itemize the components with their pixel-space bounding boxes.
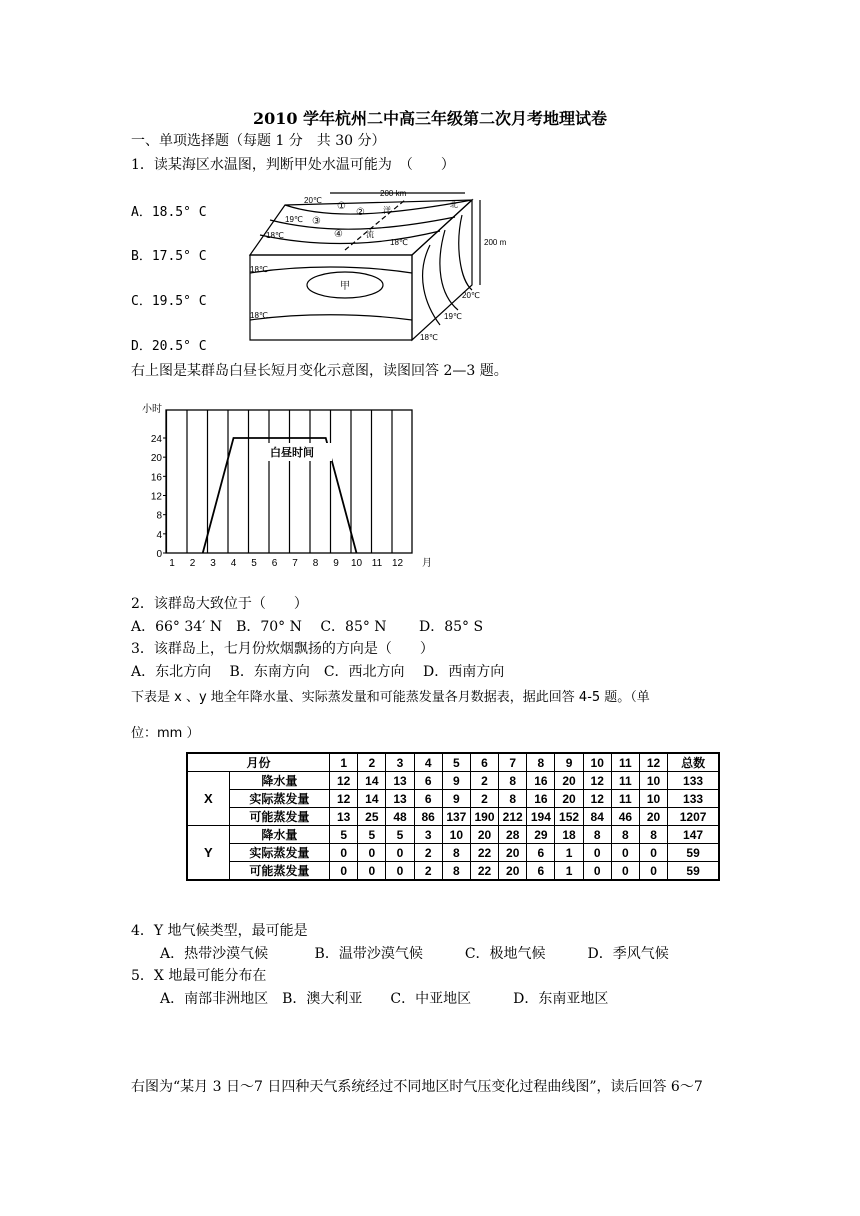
data-cell: 147	[668, 826, 719, 844]
data-cell: 137	[442, 808, 470, 826]
data-cell: 13	[386, 790, 414, 808]
table-row	[187, 844, 719, 862]
q1-option-a[interactable]: A．18.5° C	[131, 205, 207, 220]
y-tick-label: 12	[150, 491, 162, 503]
question-4-stem: 4．Y 地气候类型，最可能是	[131, 923, 308, 939]
data-cell: 28	[499, 826, 527, 844]
north-label: 北	[450, 200, 458, 209]
header-month-cell: 10	[583, 753, 611, 772]
question-4-options[interactable]: A．热带沙漠气候 B．温带沙漠气候 C．极地气候 D．季风气候	[160, 946, 669, 962]
data-cell: 48	[386, 808, 414, 826]
question-5-stem: 5．X 地最可能分布在	[131, 968, 267, 984]
data-cell: 20	[499, 862, 527, 881]
data-cell: 59	[668, 862, 719, 881]
x-tick-label: 11	[371, 558, 383, 569]
x-tick-label: 7	[292, 558, 298, 569]
data-cell: 5	[386, 826, 414, 844]
data-cell: 8	[499, 790, 527, 808]
data-cell: 0	[639, 862, 667, 881]
data-cell: 20	[555, 772, 583, 790]
data-cell: 0	[611, 862, 639, 881]
jia-label: 甲	[340, 281, 350, 292]
iso-19-right: 19℃	[444, 312, 462, 321]
table-row	[187, 790, 719, 808]
iso-20-top: 20℃	[304, 196, 322, 205]
data-cell: 20	[470, 826, 498, 844]
data-cell: 190	[470, 808, 498, 826]
table-row	[187, 826, 719, 844]
data-cell: 0	[386, 844, 414, 862]
data-cell: 20	[499, 844, 527, 862]
sea-temperature-diagram	[240, 185, 520, 345]
data-cell: 12	[583, 772, 611, 790]
data-cell: 2	[414, 862, 442, 881]
data-cell: 0	[583, 862, 611, 881]
data-cell: 11	[611, 790, 639, 808]
data-cell: 8	[499, 772, 527, 790]
marker-1: ①	[337, 201, 346, 212]
header-month-label: 月份	[187, 753, 330, 772]
question-2-options[interactable]: A．66° 34′ N B．70° N C．85° N D．85° S	[131, 619, 484, 635]
y-tick-label: 24	[150, 434, 162, 445]
x-tick-label: 2	[189, 558, 196, 569]
row-label-cell: 可能蒸发量	[229, 808, 329, 826]
intro-q4-5-line2: 位：mm ）	[131, 726, 200, 741]
group-label-cell: Y	[187, 826, 229, 881]
data-cell: 86	[414, 808, 442, 826]
q1-option-b[interactable]: B．17.5° C	[131, 249, 207, 264]
header-month-cell: 6	[470, 753, 498, 772]
section-heading: 一、单项选择题（每题 1 分 共 30 分）	[131, 133, 386, 149]
data-cell: 2	[470, 772, 498, 790]
header-month-cell: 3	[386, 753, 414, 772]
question-3-stem: 3．该群岛上，七月份炊烟飘扬的方向是（ ）	[131, 641, 434, 657]
y-tick-label: 8	[156, 510, 162, 522]
question-1-stem: 1．读某海区水温图，判断甲处水温可能为 （ ）	[131, 157, 455, 173]
data-cell: 152	[555, 808, 583, 826]
x-axis-label: 月	[422, 558, 432, 569]
data-cell: 12	[583, 790, 611, 808]
q1-option-d[interactable]: D．20.5° C	[131, 339, 207, 354]
iso-18-top-b: 18℃	[390, 238, 408, 247]
question-2-stem: 2．该群岛大致位于（ ）	[131, 596, 308, 612]
table-row	[187, 862, 719, 881]
data-cell: 0	[330, 844, 358, 862]
data-cell: 8	[583, 826, 611, 844]
table-row	[187, 772, 719, 790]
row-label-cell: 实际蒸发量	[229, 790, 329, 808]
data-cell: 2	[414, 844, 442, 862]
data-cell: 8	[442, 862, 470, 881]
data-cell: 16	[527, 790, 555, 808]
x-tick-label: 9	[333, 558, 339, 569]
data-cell: 0	[386, 862, 414, 881]
daylight-chart	[140, 398, 440, 576]
data-cell: 0	[358, 862, 386, 881]
header-month-cell: 8	[527, 753, 555, 772]
iso-19-top: 19℃	[285, 215, 303, 224]
data-cell: 11	[611, 772, 639, 790]
y-tick-label: 4	[156, 529, 162, 541]
data-cell: 1	[555, 844, 583, 862]
data-cell: 0	[583, 844, 611, 862]
data-cell: 212	[499, 808, 527, 826]
data-cell: 0	[358, 844, 386, 862]
data-cell: 14	[358, 772, 386, 790]
data-cell: 29	[527, 826, 555, 844]
x-tick-label: 1	[169, 558, 175, 569]
data-cell: 13	[386, 772, 414, 790]
data-cell: 2	[470, 790, 498, 808]
header-total-cell: 总数	[668, 753, 719, 772]
iso-18-right: 18℃	[420, 333, 438, 342]
liu-label: 流	[366, 230, 374, 239]
x-tick-label: 5	[251, 558, 257, 569]
data-cell: 8	[611, 826, 639, 844]
data-cell: 6	[414, 790, 442, 808]
x-tick-label: 4	[230, 558, 237, 569]
data-cell: 10	[442, 826, 470, 844]
row-label-cell: 降水量	[229, 772, 329, 790]
data-cell: 5	[330, 826, 358, 844]
y-tick-label: 16	[150, 472, 162, 484]
iso-18-top: 18℃	[266, 231, 284, 240]
header-month-cell: 4	[414, 753, 442, 772]
data-cell: 9	[442, 772, 470, 790]
data-cell: 18	[555, 826, 583, 844]
data-cell: 10	[639, 790, 667, 808]
data-cell: 20	[555, 790, 583, 808]
data-cell: 84	[583, 808, 611, 826]
header-month-cell: 2	[358, 753, 386, 772]
header-month-cell: 5	[442, 753, 470, 772]
y-tick-label: 20	[150, 453, 162, 465]
table-row	[187, 808, 719, 826]
data-cell: 9	[442, 790, 470, 808]
marker-2: ②	[356, 207, 365, 218]
data-cell: 12	[330, 790, 358, 808]
climate-data-table	[186, 752, 720, 881]
depth-label: 200 m	[484, 238, 507, 247]
dist-label: 200 km	[380, 189, 407, 198]
x-tick-label: 10	[350, 558, 363, 569]
data-cell: 10	[639, 772, 667, 790]
row-label-cell: 可能蒸发量	[229, 862, 329, 881]
data-cell: 13	[330, 808, 358, 826]
header-month-cell: 1	[330, 753, 358, 772]
data-cell: 20	[639, 808, 667, 826]
marker-4: ④	[334, 229, 343, 240]
x-tick-label: 3	[210, 558, 216, 569]
data-cell: 133	[668, 772, 719, 790]
data-cell: 0	[639, 844, 667, 862]
page-title: 2010 学年杭州二中高三年级第二次月考地理试卷	[252, 109, 608, 128]
data-cell: 22	[470, 844, 498, 862]
y-tick-label: 0	[156, 549, 162, 560]
table-header-row	[187, 753, 719, 772]
data-cell: 12	[330, 772, 358, 790]
data-cell: 22	[470, 862, 498, 881]
x-tick-label: 8	[312, 558, 319, 569]
data-cell: 46	[611, 808, 639, 826]
iso-18-left1: 18℃	[250, 265, 268, 274]
x-tick-label: 6	[271, 558, 278, 569]
header-month-cell: 7	[499, 753, 527, 772]
row-label-cell: 降水量	[229, 826, 329, 844]
data-cell: 59	[668, 844, 719, 862]
data-cell: 6	[527, 862, 555, 881]
header-month-cell: 11	[611, 753, 639, 772]
data-cell: 6	[527, 844, 555, 862]
header-month-cell: 9	[555, 753, 583, 772]
data-cell: 1207	[668, 808, 719, 826]
data-cell: 16	[527, 772, 555, 790]
chart-title: 白昼时间	[270, 447, 314, 459]
iso-20-right: 20℃	[462, 291, 480, 300]
question-3-options[interactable]: A．东北方向 B．东南方向 C．西北方向 D．西南方向	[131, 664, 505, 680]
data-cell: 5	[358, 826, 386, 844]
iso-18-left2: 18℃	[250, 311, 268, 320]
data-cell: 6	[414, 772, 442, 790]
y-axis-label: 小时	[142, 404, 162, 415]
data-cell: 133	[668, 790, 719, 808]
data-cell: 8	[639, 826, 667, 844]
x-tick-label: 12	[391, 558, 404, 569]
data-cell: 8	[442, 844, 470, 862]
data-cell: 0	[611, 844, 639, 862]
data-cell: 0	[330, 862, 358, 881]
data-cell: 194	[527, 808, 555, 826]
group-label-cell: X	[187, 772, 229, 826]
intro-q2-3: 右上图是某群岛白昼长短月变化示意图，读图回答 2—3 题。	[131, 363, 508, 379]
row-label-cell: 实际蒸发量	[229, 844, 329, 862]
marker-3: ③	[312, 216, 321, 227]
data-cell: 25	[358, 808, 386, 826]
q1-option-c[interactable]: C．19.5° C	[131, 294, 207, 309]
data-cell: 1	[555, 862, 583, 881]
data-cell: 14	[358, 790, 386, 808]
question-5-options[interactable]: A．南部非洲地区 B．澳大利亚 C．中亚地区 D．东南亚地区	[160, 991, 609, 1007]
header-month-cell: 12	[639, 753, 667, 772]
intro-q4-5-line1: 下表是 x 、y 地全年降水量、实际蒸发量和可能蒸发量各月数据表，据此回答 4-5 题。（单	[131, 690, 650, 705]
yang-label: 洋	[383, 206, 391, 215]
data-cell: 3	[414, 826, 442, 844]
intro-q6-7: 右图为“某月 3 日～7 日四种天气系统经过不同地区时气压变化过程曲线图”，读后回答 6～7	[131, 1079, 703, 1095]
